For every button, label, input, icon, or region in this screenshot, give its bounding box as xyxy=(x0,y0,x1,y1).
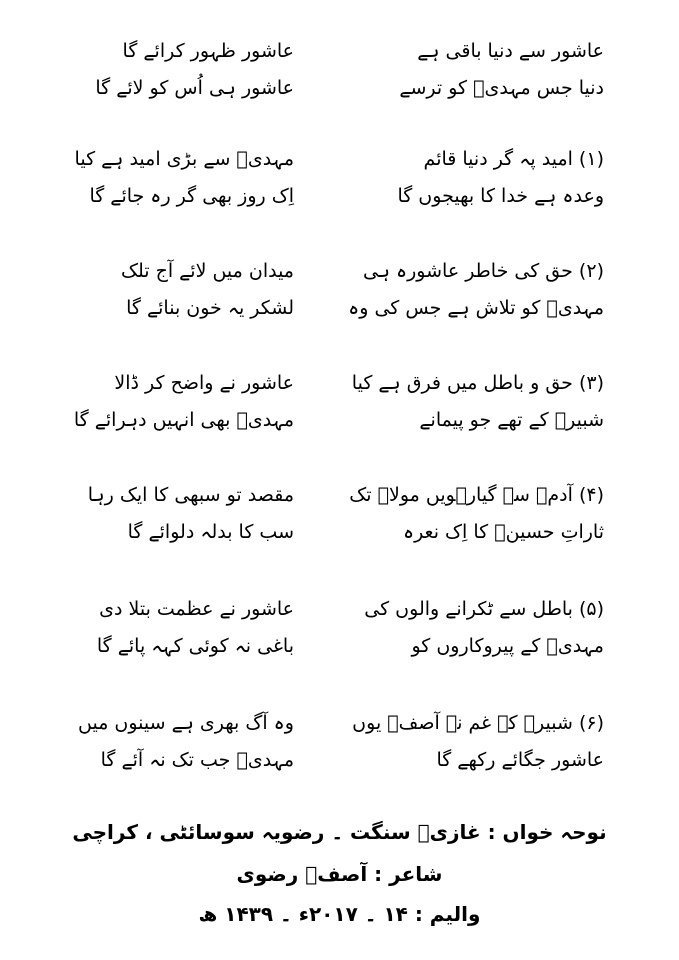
verse-line: عاشور نے عظمت بتلا دی xyxy=(99,598,294,620)
volume-info: والیم : ۱۴ ۔ ۲۰۱۷ء ۔ ۱۴۳۹ ھ xyxy=(198,902,481,926)
verse-line: باغی نہ کوئی کہہ پائے گا xyxy=(96,635,294,657)
reciter-credit: نوحہ خواں : غازیؑ سنگت ۔ رضویہ سوسائٹی ، کراچی xyxy=(72,820,607,844)
verse-line: (۶) شبیرؑ کے غم نے آصفؔ یوں xyxy=(352,712,604,734)
verse-line: وہ آگ بھری ہے سینوں میں xyxy=(78,712,294,734)
stanza-5 xyxy=(40,596,639,676)
verse-line: مہدیؑ کو تلاش ہے جس کی وہ xyxy=(348,297,604,319)
verse-line: عاشور ظہور کرائے گا xyxy=(122,40,294,62)
verse-line: مہدیؑ کے پیروکاروں کو xyxy=(411,635,604,657)
verse-line: (۱) امید پہ گر دنیا قائم xyxy=(423,148,604,170)
stanza-3 xyxy=(40,370,639,450)
verse-line: عاشور جگائے رکھے گا xyxy=(436,749,604,771)
verse-line: شبیرؑ کے تھے جو پیمانے xyxy=(419,409,604,431)
stanza-6 xyxy=(40,710,639,790)
verse-line: (۲) حق کی خاطر عاشورہ ہی xyxy=(362,260,604,282)
verse-line: ثاراتِ حسینؑ کا اِک نعرہ xyxy=(402,521,604,543)
verse-line: (۵) باطل سے ٹکرانے والوں کی xyxy=(364,598,604,620)
verse-line: (۴) آدمؑ سے گیارہویں مولاؑ تک xyxy=(349,484,604,506)
stanza-0 xyxy=(40,38,639,118)
verse-line: عاشور نے واضح کر ڈالا xyxy=(114,372,294,394)
verse-line: لشکر یہ خون بنائے گا xyxy=(126,297,294,319)
verse-line: مہدیؑ جب تک نہ آئے گا xyxy=(100,749,294,771)
verse-line: (۳) حق و باطل میں فرق ہے کیا xyxy=(351,372,604,394)
verse-line: وعدہ ہے خدا کا بھیجوں گا xyxy=(397,185,604,207)
verse-line: مہدیؑ بھی انہیں دہرائے گا xyxy=(73,409,294,431)
poet-credit: شاعر : آصفؔ رضوی xyxy=(236,862,443,886)
verse-line: اِک روز بھی گر رہ جائے گا xyxy=(89,185,294,207)
stanza-1 xyxy=(40,146,639,226)
verse-line: میدان میں لائے آج تلک xyxy=(120,260,294,282)
verse-line: مہدیؑ سے بڑی امید ہے کیا xyxy=(74,148,294,170)
verse-line: مقصد تو سبھی کا ایک رہا xyxy=(87,484,294,506)
stanza-2 xyxy=(40,258,639,338)
verse-line: سب کا بدلہ دلوائے گا xyxy=(127,521,294,543)
verse-line: عاشور ہی اُس کو لائے گا xyxy=(95,77,294,99)
verse-line: دنیا جس مہدیؑ کو ترسے xyxy=(399,77,604,99)
stanza-4 xyxy=(40,482,639,562)
verse-line: عاشور سے دنیا باقی ہے xyxy=(417,40,604,62)
